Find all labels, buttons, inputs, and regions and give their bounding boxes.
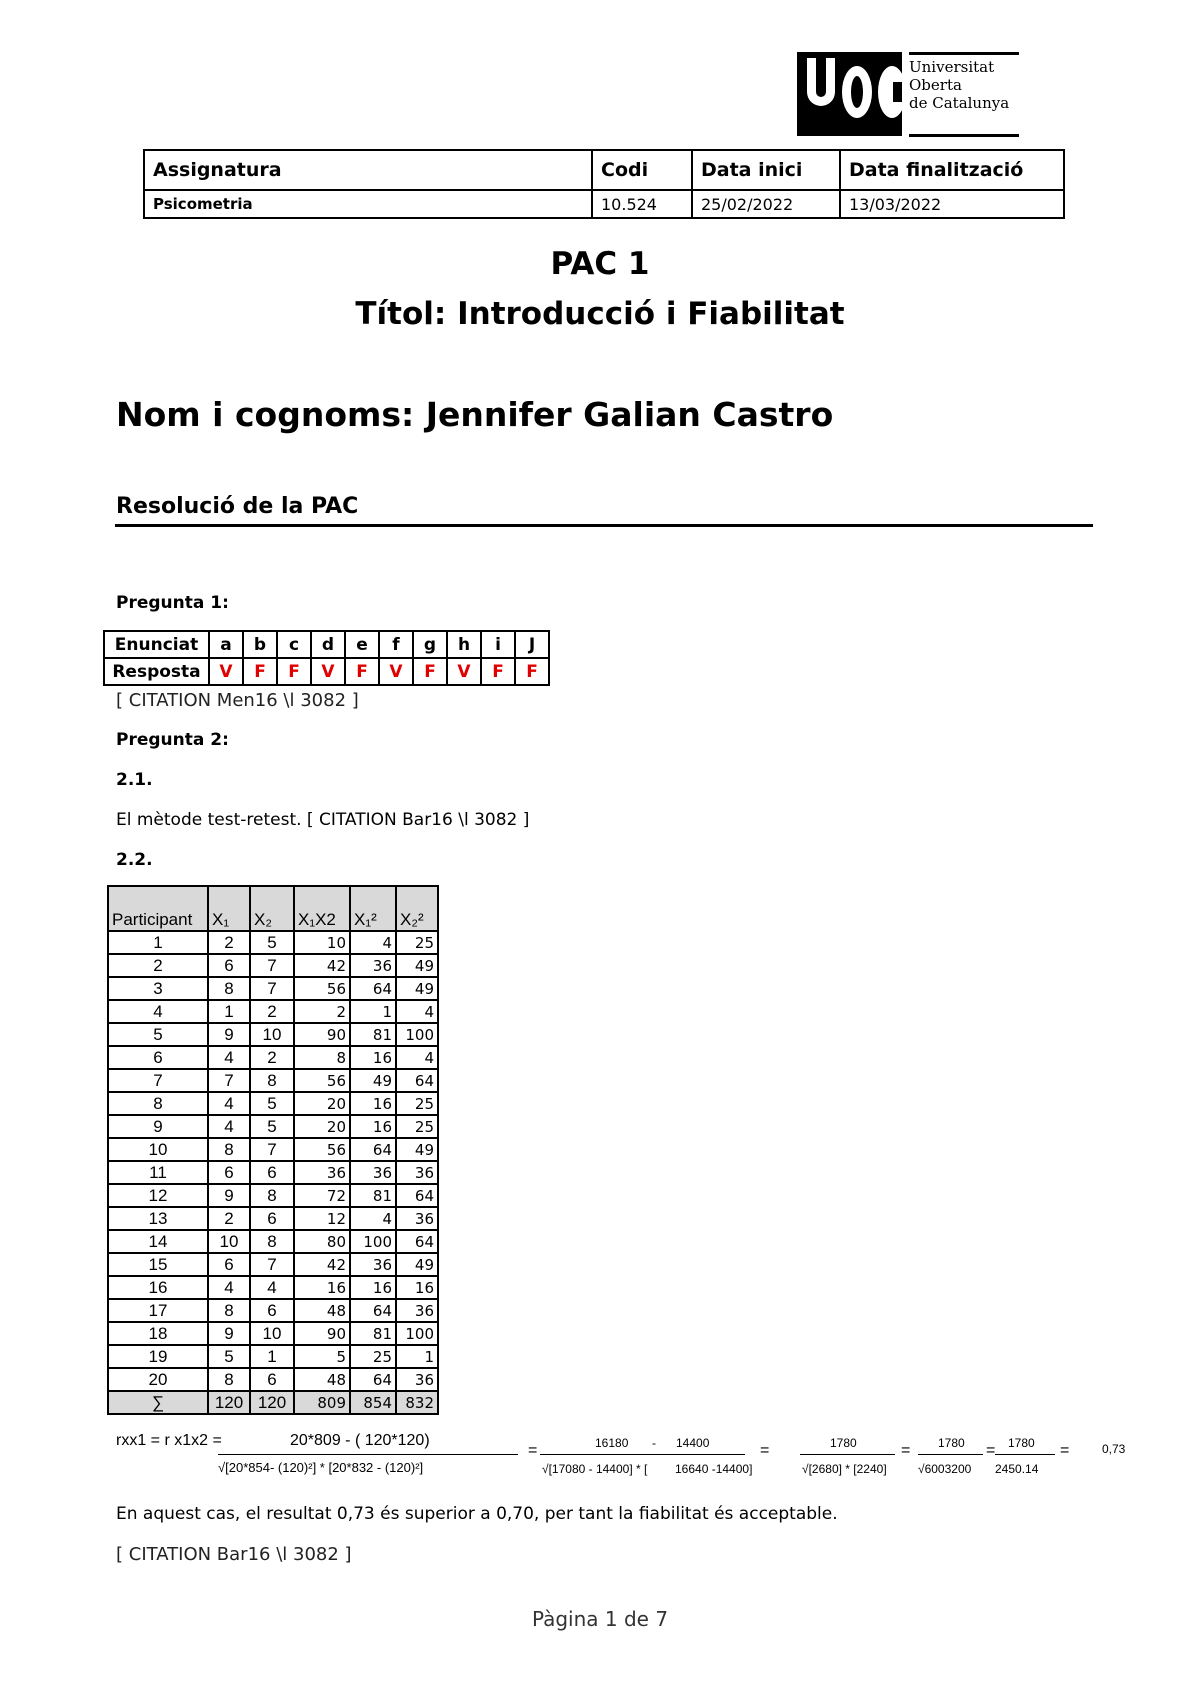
formula-equals-3: = [901,1442,911,1459]
x1x2-cell: 10 [294,931,350,954]
x1x2-cell: 20 [294,1092,350,1115]
x1-squared-cell: 16 [350,1115,396,1138]
formula-equals-2: = [760,1442,770,1459]
letter-cell: f [379,631,413,658]
table-row [108,1115,438,1138]
x1-squared-cell: 36 [350,954,396,977]
formula-minus: - [652,1436,656,1450]
x1-cell: 4 [208,1115,250,1138]
question-2-heading: Pregunta 2: [116,730,229,750]
x1-squared-cell: 16 [350,1046,396,1069]
header-x1x2: X₁X2 [294,886,350,931]
x1-cell: 4 [208,1092,250,1115]
formula-numerator-3: 1780 [830,1436,857,1450]
table-row [108,1092,438,1115]
logo-rule-top [909,52,1019,55]
x2-cell: 2 [250,1000,294,1023]
x1-cell: 6 [208,954,250,977]
formula-denominator-5: 2450.14 [995,1462,1039,1476]
logo-rule-bottom [909,134,1019,137]
formula-denominator-4: √6003200 [918,1462,972,1476]
x2-squared-cell: 64 [396,1230,438,1253]
answer-cell: F [481,658,515,685]
formula-denominator-2: √[17080 - 14400] * [ [542,1462,648,1476]
x2-squared-cell: 36 [396,1207,438,1230]
x1-cell: 4 [208,1276,250,1299]
header-data-finalitzacio: Data finalització [840,150,1064,190]
letter-cell: d [311,631,345,658]
participant-cell: 9 [108,1115,208,1138]
x2-cell: 2 [250,1046,294,1069]
document-subtitle: Títol: Introducció i Fiabilitat [355,296,845,332]
letter-cell: b [243,631,277,658]
answer-cell: F [345,658,379,685]
answer-cell: V [311,658,345,685]
course-info-header-row [144,150,1064,190]
x1-cell: 2 [208,1207,250,1230]
x1-cell: 8 [208,1299,250,1322]
formula-denominator-1: √[20*854- (120)²] * [20*832 - (120)²] [218,1460,424,1475]
x1x2-cell: 2 [294,1000,350,1023]
table-row [108,1345,438,1368]
x1-squared-cell: 64 [350,1299,396,1322]
x2-squared-cell: 100 [396,1023,438,1046]
x2-cell: 6 [250,1161,294,1184]
participant-cell: ∑ [108,1391,208,1414]
table-row [108,954,438,977]
x1-squared-cell: 36 [350,1253,396,1276]
x1-cell: 7 [208,1069,250,1092]
x1-squared-cell: 100 [350,1230,396,1253]
table-row [108,1023,438,1046]
x2-squared-cell: 49 [396,954,438,977]
fraction-bar-5 [995,1454,1055,1455]
x1x2-cell: 42 [294,954,350,977]
x2-cell: 8 [250,1069,294,1092]
formula-numerator-2a: 16180 [595,1436,629,1450]
header-x1-squared: X₁² [350,886,396,931]
x1-cell: 1 [208,1000,250,1023]
x2-squared-cell: 49 [396,1138,438,1161]
table-row [108,1161,438,1184]
x1-cell: 8 [208,1368,250,1391]
enunciat-row [104,631,549,658]
x2-squared-cell: 49 [396,977,438,1000]
participant-cell: 19 [108,1345,208,1368]
uoc-logo-mark [797,52,902,136]
x1-squared-cell: 4 [350,1207,396,1230]
x1x2-cell: 8 [294,1046,350,1069]
value-assignatura: Psicometria [144,190,592,218]
x2-squared-cell: 36 [396,1161,438,1184]
formula-numerator-4: 1780 [938,1436,965,1450]
table-row [108,1207,438,1230]
x2-squared-cell: 25 [396,1115,438,1138]
letter-cell: e [345,631,379,658]
x1-cell: 120 [208,1391,250,1414]
x1x2-cell: 42 [294,1253,350,1276]
x2-cell: 120 [250,1391,294,1414]
x2-cell: 7 [250,1138,294,1161]
x2-cell: 7 [250,977,294,1000]
data-table-header-row [108,886,438,931]
letter-cell: a [209,631,243,658]
correlation-formula [110,1432,1135,1488]
course-info-value-row [144,190,1064,218]
x1x2-cell: 48 [294,1299,350,1322]
letter-cell: i [481,631,515,658]
x1x2-cell: 56 [294,1069,350,1092]
x1-cell: 6 [208,1161,250,1184]
value-codi: 10.524 [592,190,692,218]
answer-cell: F [413,658,447,685]
table-row [108,1138,438,1161]
value-data-finalitzacio: 13/03/2022 [840,190,1064,218]
x1-squared-cell: 81 [350,1184,396,1207]
x2-cell: 1 [250,1345,294,1368]
x1-cell: 9 [208,1023,250,1046]
letter-cell: h [447,631,481,658]
x1x2-cell: 16 [294,1276,350,1299]
x2-squared-cell: 4 [396,1000,438,1023]
header-x1: X₁ [208,886,250,931]
participant-cell: 3 [108,977,208,1000]
participant-cell: 15 [108,1253,208,1276]
x2-squared-cell: 100 [396,1322,438,1345]
formula-numerator-1: 20*809 - ( 120*120) [290,1432,430,1449]
fraction-bar-1 [218,1454,518,1455]
answer-cell: F [243,658,277,685]
x1-cell: 5 [208,1345,250,1368]
x1-cell: 6 [208,1253,250,1276]
header-participant: Participant [108,886,208,931]
table-row [108,1253,438,1276]
table-row [108,1046,438,1069]
conclusion-text: En aquest cas, el resultat 0,73 és superior a 0,70, per tant la fiabilitat és acceptable. [116,1504,838,1524]
x1-squared-cell: 49 [350,1069,396,1092]
course-info-table [143,149,1065,219]
table-row [108,977,438,1000]
table-row [108,1368,438,1391]
x2-squared-cell: 36 [396,1299,438,1322]
x2-squared-cell: 64 [396,1069,438,1092]
fraction-bar-3 [800,1454,895,1455]
table-row [108,1069,438,1092]
answer-2-1 [116,810,529,830]
x2-cell: 5 [250,931,294,954]
question-1-answers-table [103,630,550,686]
x2-squared-cell: 16 [396,1276,438,1299]
uoc-logo [797,52,1022,139]
table-row [108,1322,438,1345]
logo-line-1: Universitat [909,58,995,76]
enunciat-label: Enunciat [104,631,209,658]
formula-numerator-5: 1780 [1008,1436,1035,1450]
x1-cell: 9 [208,1184,250,1207]
header-data-inici: Data inici [692,150,840,190]
x1-squared-cell: 36 [350,1161,396,1184]
x1x2-cell: 36 [294,1161,350,1184]
logo-line-2: Oberta [909,76,962,94]
table-row [108,1276,438,1299]
participant-cell: 5 [108,1023,208,1046]
x1-squared-cell: 16 [350,1092,396,1115]
subquestion-2-2: 2.2. [116,850,153,870]
x2-squared-cell: 1 [396,1345,438,1368]
participant-cell: 10 [108,1138,208,1161]
x1-cell: 2 [208,931,250,954]
letter-cell: g [413,631,447,658]
participant-cell: 13 [108,1207,208,1230]
x1-cell: 8 [208,1138,250,1161]
page-footer: Pàgina 1 de 7 [531,1607,669,1631]
x2-squared-cell: 832 [396,1391,438,1414]
x1x2-cell: 48 [294,1368,350,1391]
answer-cell: V [209,658,243,685]
x1-squared-cell: 25 [350,1345,396,1368]
section-divider [115,524,1093,527]
value-data-inici: 25/02/2022 [692,190,840,218]
x1x2-cell: 12 [294,1207,350,1230]
section-title: Resolució de la PAC [116,494,359,519]
header-x2: X₂ [250,886,294,931]
table-row [108,1299,438,1322]
answer-cell: V [447,658,481,685]
header-codi: Codi [592,150,692,190]
participant-cell: 6 [108,1046,208,1069]
participant-cell: 1 [108,931,208,954]
participant-cell: 18 [108,1322,208,1345]
formula-equals-4: = [986,1442,996,1459]
x1x2-cell: 20 [294,1115,350,1138]
formula-equals-1: = [528,1442,538,1459]
x1x2-cell: 56 [294,1138,350,1161]
x1-squared-cell: 64 [350,1138,396,1161]
x1-squared-cell: 64 [350,977,396,1000]
x1-squared-cell: 854 [350,1391,396,1414]
table-row [108,1230,438,1253]
letter-cell: c [277,631,311,658]
x2-cell: 5 [250,1092,294,1115]
subquestion-2-1: 2.1. [116,770,153,790]
formula-denominator-2b: 16640 -14400] [675,1462,753,1476]
x2-squared-cell: 49 [396,1253,438,1276]
answer-cell: F [515,658,549,685]
x1-squared-cell: 81 [350,1322,396,1345]
x2-cell: 6 [250,1207,294,1230]
x1x2-cell: 90 [294,1322,350,1345]
resposta-row [104,658,549,685]
x1x2-cell: 72 [294,1184,350,1207]
x2-cell: 10 [250,1322,294,1345]
x1x2-cell: 56 [294,977,350,1000]
table-row [108,1000,438,1023]
participant-cell: 14 [108,1230,208,1253]
student-name: Nom i cognoms: Jennifer Galian Castro [116,395,834,434]
question-1-citation: [ CITATION Men16 \l 3082 ] [116,690,359,711]
x1x2-cell: 80 [294,1230,350,1253]
x1-squared-cell: 1 [350,1000,396,1023]
x1x2-cell: 5 [294,1345,350,1368]
x2-cell: 8 [250,1184,294,1207]
x2-cell: 6 [250,1299,294,1322]
x1x2-cell: 809 [294,1391,350,1414]
participant-cell: 11 [108,1161,208,1184]
x1-cell: 4 [208,1046,250,1069]
x2-cell: 6 [250,1368,294,1391]
x1-squared-cell: 81 [350,1023,396,1046]
x2-squared-cell: 64 [396,1184,438,1207]
x2-cell: 7 [250,954,294,977]
x1-squared-cell: 4 [350,931,396,954]
participant-cell: 2 [108,954,208,977]
x1-cell: 10 [208,1230,250,1253]
answer-2-1-text: El mètode test-retest. [116,810,307,830]
x2-squared-cell: 4 [396,1046,438,1069]
participant-cell: 17 [108,1299,208,1322]
participant-cell: 16 [108,1276,208,1299]
table-row [108,931,438,954]
formula-lhs: rxx1 = r x1x2 = [116,1432,222,1449]
conclusion-citation: [ CITATION Bar16 \l 3082 ] [116,1544,352,1565]
formula-numerator-2b: 14400 [676,1436,710,1450]
letter-cell: J [515,631,549,658]
logo-line-3: de Catalunya [909,94,1010,112]
participant-cell: 8 [108,1092,208,1115]
x1-squared-cell: 16 [350,1276,396,1299]
x2-cell: 8 [250,1230,294,1253]
header-assignatura: Assignatura [144,150,592,190]
participant-cell: 4 [108,1000,208,1023]
x2-cell: 5 [250,1115,294,1138]
x1-cell: 8 [208,977,250,1000]
x2-squared-cell: 36 [396,1368,438,1391]
formula-equals-5: = [1060,1442,1070,1459]
participant-cell: 20 [108,1368,208,1391]
x2-cell: 4 [250,1276,294,1299]
question-1-heading: Pregunta 1: [116,593,229,613]
fraction-bar-2 [540,1454,745,1455]
participant-cell: 12 [108,1184,208,1207]
resposta-label: Resposta [104,658,209,685]
fraction-bar-4 [918,1454,983,1455]
reliability-data-table [107,885,439,1415]
x2-squared-cell: 25 [396,931,438,954]
answer-2-1-citation: [ CITATION Bar16 \l 3082 ] [306,810,530,830]
participant-cell: 7 [108,1069,208,1092]
answer-cell: V [379,658,413,685]
x1-cell: 9 [208,1322,250,1345]
document-title: PAC 1 [550,246,650,282]
formula-denominator-3: √[2680] * [2240] [802,1462,887,1476]
table-row [108,1184,438,1207]
x2-cell: 7 [250,1253,294,1276]
x2-squared-cell: 25 [396,1092,438,1115]
x2-cell: 10 [250,1023,294,1046]
x1x2-cell: 90 [294,1023,350,1046]
table-sum-row [108,1391,438,1414]
formula-result: 0,73 [1102,1442,1126,1456]
header-x2-squared: X₂² [396,886,438,931]
answer-cell: F [277,658,311,685]
x1-squared-cell: 64 [350,1368,396,1391]
